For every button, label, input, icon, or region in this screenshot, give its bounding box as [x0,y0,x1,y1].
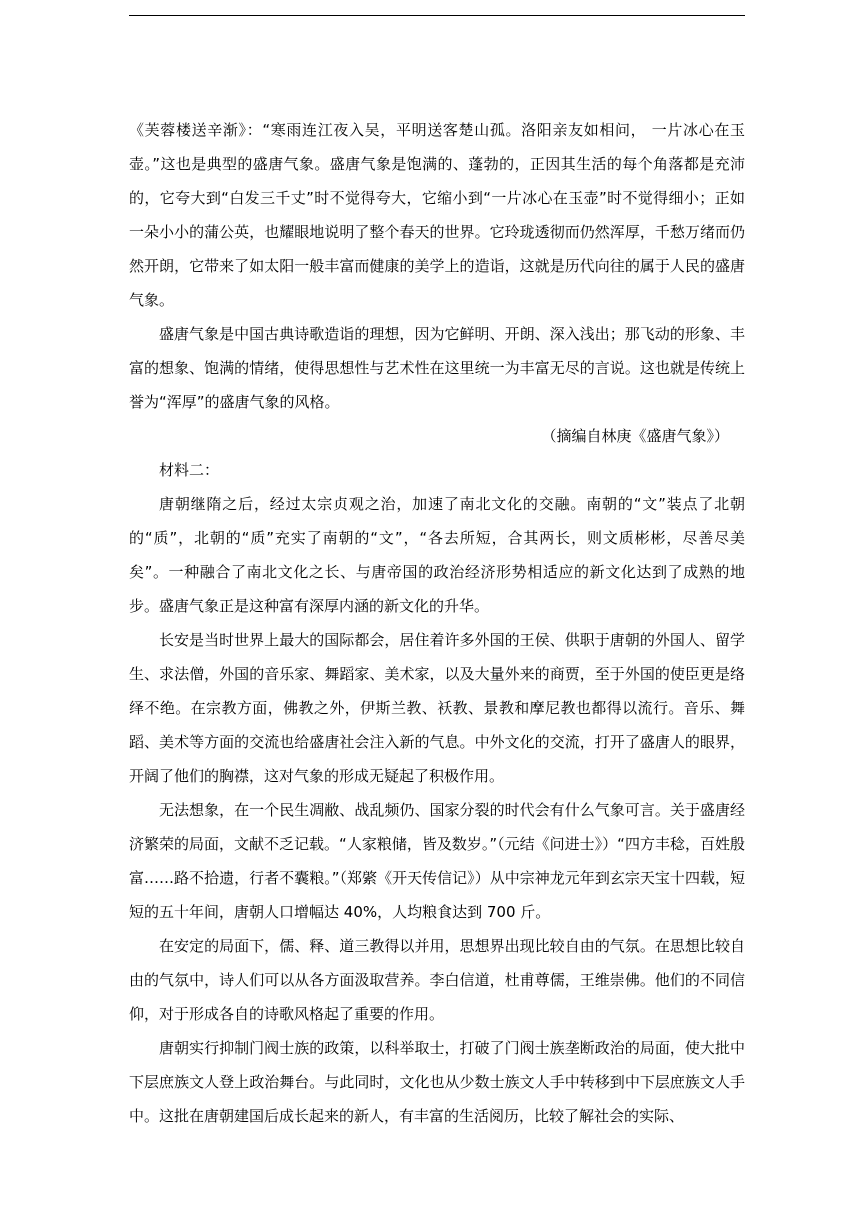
paragraph: 无法想象，在一个民生凋敝、战乱频仍、国家分裂的时代会有什么气象可言。关于盛唐经济繁荣的局面，文献不乏记载。“人家粮储，皆及数岁。”（元结《问进士》）“四方丰稔，百姓殷富……路不拾遗，行者不囊粮。”（郑綮《开天传信记》）从中宗神龙元年到玄宗天宝十四载，短短的五十年间，唐朝人口增幅达 40%，人均粮食达到 700 斤。 [129,801,745,921]
section-label: 材料二： [159,461,220,479]
paragraph: 唐朝实行抑制门阀士族的政策，以科举取士，打破了门阀士族垄断政治的局面，使大批中下层庶族文人登上政治舞台。与此同时，文化也从少数士族文人手中转移到中下层庶族文人手中。这批在唐朝建国后成长起来的新人，有丰富的生活阅历，比较了解社会的实际、 [129,1039,745,1125]
header-rule [129,15,745,16]
source-note: （摘编自林庚《盛唐气象》） [541,427,729,445]
paragraph: 长安是当时世界上最大的国际都会，居住着许多外国的王侯、供职于唐朝的外国人、留学生、求法僧，外国的音乐家、舞蹈家、美术家，以及大量外来的商贾，至于外国的使臣更是络绎不绝。在宗教方面，佛教之外，伊斯兰教、袄教、景教和摩尼教也都得以流行。音乐、舞蹈、美术等方面的交流也给盛唐社会注入新的气息。中外文化的交流，打开了盛唐人的眼界，开阔了他们的胸襟，这对气象的形成无疑起了积极作用。 [129,631,745,785]
document-body [129,113,745,1133]
paragraph: 《芙蓉楼送辛渐》：“寒雨连江夜入吴，平明送客楚山孤。洛阳亲友如相问， 一片冰心在玉壶。”这也是典型的盛唐气象。盛唐气象是饱满的、蓬勃的，正因其生活的每个角落都是充沛的，它夸大到“白发三千丈”时不觉得夸大，它缩小到“一片冰心在玉壶”时不觉得细小；正如一朵小小的蒲公英，也耀眼地说明了整个春天的世界。它玲珑透彻而仍然浑厚，千愁万绪而仍然开朗，它带来了如太阳一般丰富而健康的美学上的造诣，这就是历代向往的属于人民的盛唐气象。 [129,121,745,309]
paragraph: 盛唐气象是中国古典诗歌造诣的理想，因为它鲜明、开朗、深入浅出；那飞动的形象、丰富的想象、饱满的情绪，使得思想性与艺术性在这里统一为丰富无尽的言说。这也就是传统上誉为“浑厚”的盛唐气象的风格。 [129,325,745,411]
paragraph: 在安定的局面下，儒、释、道三教得以并用，思想界出现比较自由的气氛。在思想比较自由的气氛中，诗人们可以从各方面汲取营养。李白信道，杜甫尊儒，王维崇佛。他们的不同信仰，对于形成各自的诗歌风格起了重要的作用。 [129,937,745,1023]
paragraph: 唐朝继隋之后，经过太宗贞观之治，加速了南北文化的交融。南朝的“文”装点了北朝的“质”，北朝的“质”充实了南朝的“文”，“各去所短，合其两长，则文质彬彬，尽善尽美矣”。一种融合了南北文化之长、与唐帝国的政治经济形势相适应的新文化达到了成熟的地步。盛唐气象正是这种富有深厚内涵的新文化的升华。 [129,495,745,615]
